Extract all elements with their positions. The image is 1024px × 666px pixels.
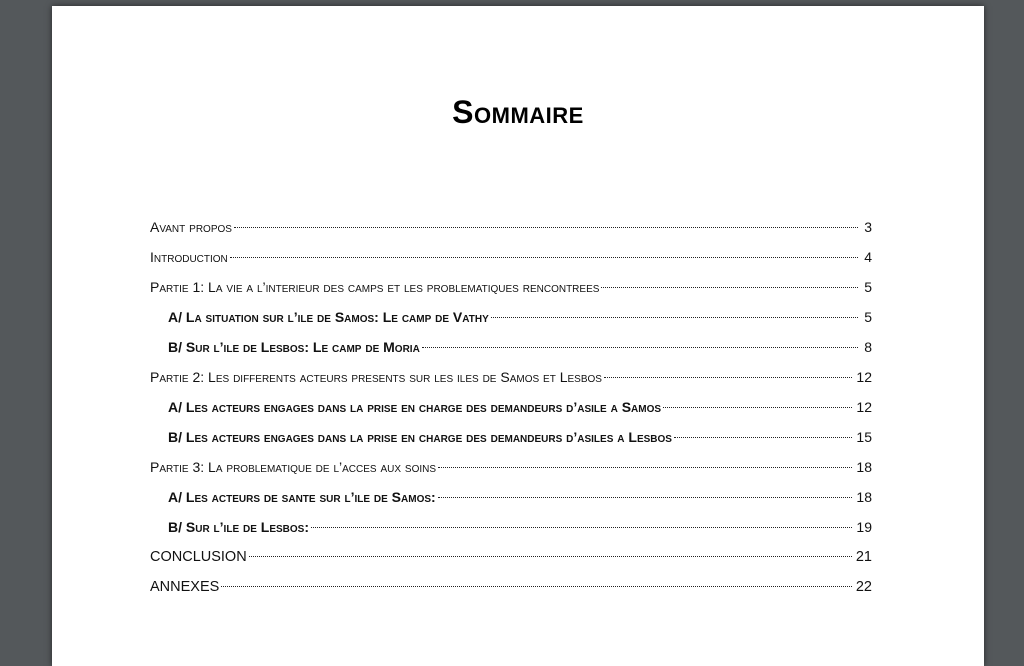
toc-entry-label: Partie 1: La vie a l’interieur des camps et les problematiques rencontrees (150, 279, 600, 295)
toc-dot-leader (601, 287, 858, 288)
page-title: Sommaire (452, 94, 584, 130)
toc-dot-leader (491, 317, 858, 318)
toc-dot-leader (230, 257, 858, 258)
toc-dot-leader (674, 437, 852, 438)
toc-entry-label: A/ Les acteurs de sante sur l’ile de Samos: (168, 489, 436, 505)
toc-entry[interactable] (150, 572, 872, 602)
toc-entry-page: 21 (855, 549, 872, 565)
toc-entry[interactable] (150, 272, 872, 302)
table-of-contents (150, 212, 872, 602)
toc-entry-page: 4 (864, 249, 872, 265)
toc-entry-label: ANNEXES (150, 579, 220, 595)
toc-entry-page: 12 (856, 369, 872, 385)
toc-entry-page: 15 (856, 429, 872, 445)
toc-dot-leader (438, 467, 852, 468)
toc-entry-page: 8 (864, 339, 872, 355)
toc-subentry[interactable] (150, 332, 872, 362)
toc-entry[interactable] (150, 542, 872, 572)
toc-entry-page: 22 (855, 579, 872, 595)
toc-entry-page: 18 (856, 459, 872, 475)
toc-entry-label: B/ Sur l’ile de Lesbos: (168, 519, 310, 535)
toc-entry-page: 19 (856, 519, 872, 535)
toc-subentry[interactable] (150, 302, 872, 332)
toc-entry[interactable] (150, 212, 872, 242)
toc-entry-page: 12 (856, 399, 872, 415)
toc-subentry[interactable] (150, 392, 872, 422)
document-page (52, 6, 984, 666)
toc-entry-page: 3 (864, 219, 872, 235)
toc-entry-page: 5 (864, 309, 872, 325)
toc-dot-leader (438, 497, 853, 498)
toc-dot-leader (221, 586, 852, 587)
toc-entry-label: Partie 3: La problematique de l’acces aux soins (150, 459, 437, 475)
toc-entry-label: B/ Les acteurs engages dans la prise en charge des demandeurs d’asiles a Lesbos (168, 429, 672, 445)
toc-entry-label: Avant propos (150, 219, 232, 235)
toc-entry[interactable] (150, 362, 872, 392)
toc-dot-leader (604, 377, 852, 378)
toc-entry-label: A/ La situation sur l’ile de Samos: Le camp de Vathy (168, 309, 489, 325)
toc-entry[interactable] (150, 242, 872, 272)
toc-entry-label: Introduction (150, 249, 228, 265)
toc-entry-label: B/ Sur l’ile de Lesbos: Le camp de Moria (168, 339, 420, 355)
toc-dot-leader (234, 227, 858, 228)
toc-entry-page: 5 (864, 279, 872, 295)
toc-dot-leader (663, 407, 852, 408)
toc-subentry[interactable] (150, 482, 872, 512)
toc-dot-leader (249, 556, 852, 557)
toc-subentry[interactable] (150, 422, 872, 452)
toc-entry-page: 18 (856, 489, 872, 505)
toc-entry-label: CONCLUSION (150, 549, 247, 565)
toc-subentry[interactable] (150, 512, 872, 542)
toc-dot-leader (311, 527, 852, 528)
toc-entry-label: A/ Les acteurs engages dans la prise en charge des demandeurs d’asile a Samos (168, 399, 662, 415)
toc-entry-label: Partie 2: Les differents acteurs presents sur les iles de Samos et Lesbos (150, 369, 602, 385)
toc-entry[interactable] (150, 452, 872, 482)
toc-dot-leader (422, 347, 858, 348)
